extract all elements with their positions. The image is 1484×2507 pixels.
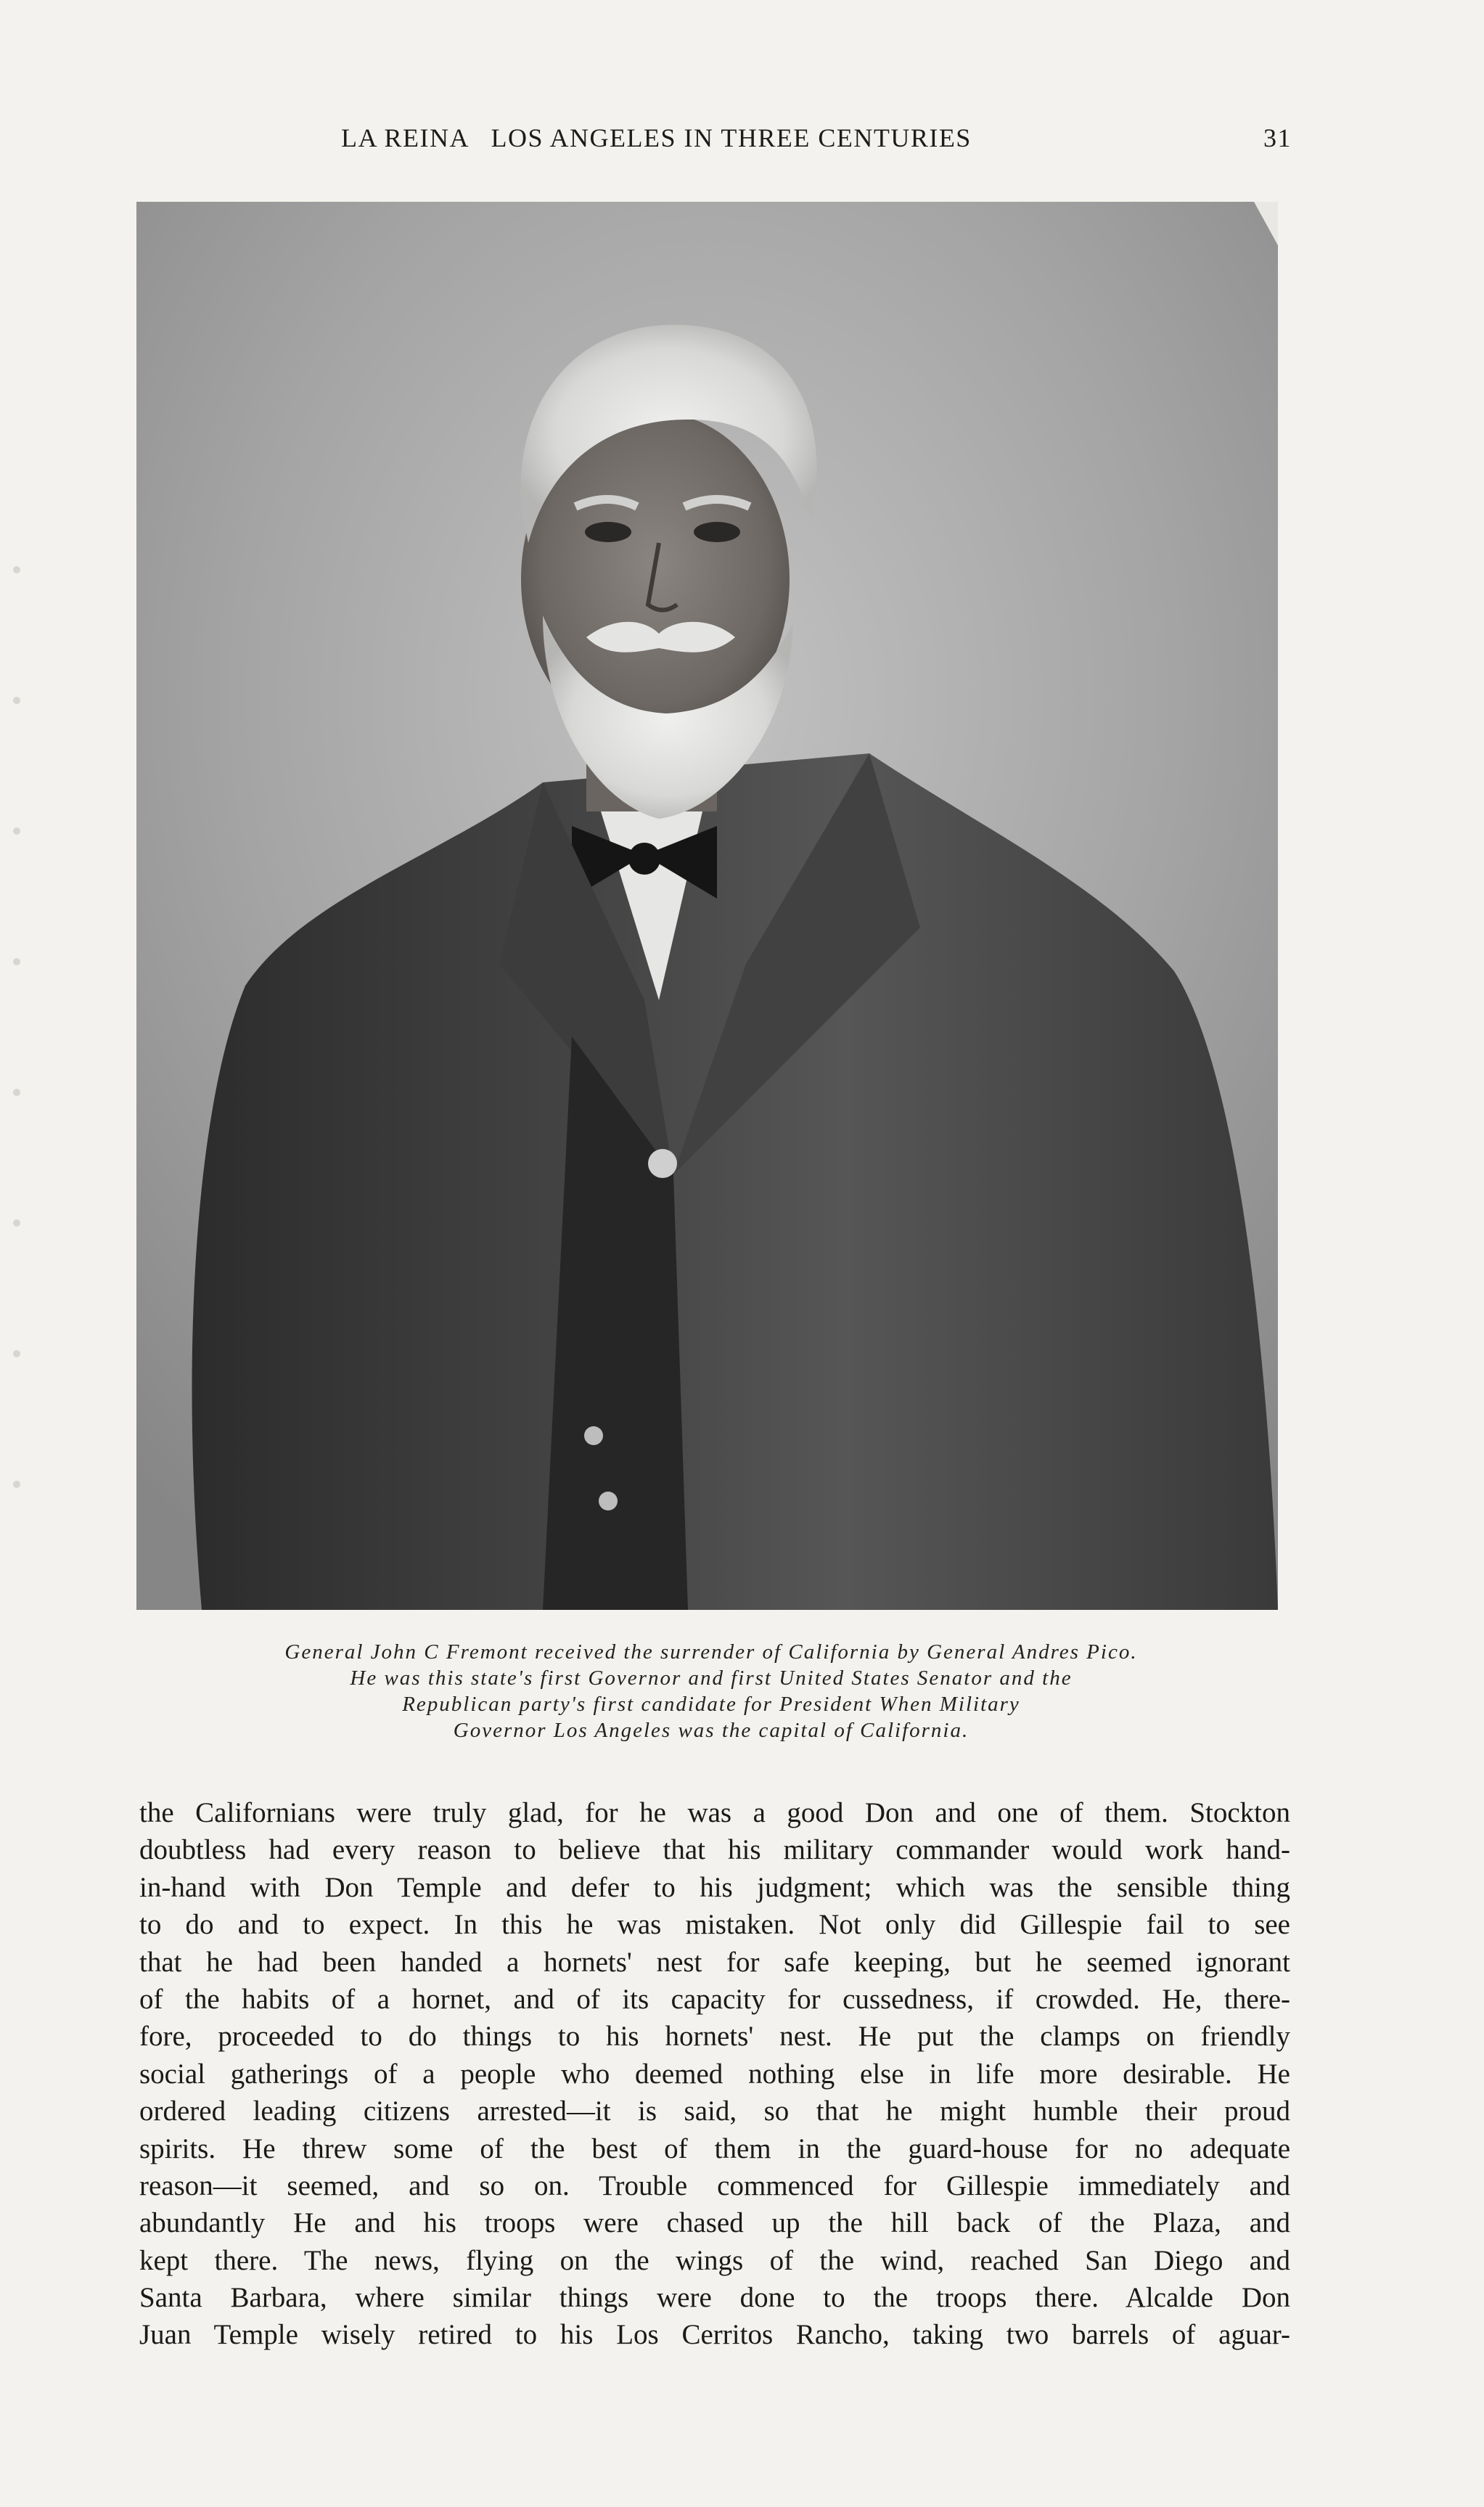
body-line: spirits. He threw some of the best of them in the guard-house for no adequate — [139, 2132, 1290, 2164]
body-line: that he had been handed a hornets' nest for safe keeping, but he seemed ignorant — [139, 1946, 1290, 1978]
binding-holes — [13, 566, 22, 1510]
body-line: Juan Temple wisely retired to his Los Cerritos Rancho, taking two barrels of aguar- — [139, 2319, 1290, 2351]
body-line: fore, proceeded to do things to his hornets' nest. He put the clamps on friendly — [139, 2021, 1290, 2053]
photo-caption — [145, 1639, 1277, 1743]
caption-line: Governor Los Angeles was the capital of California. — [453, 1719, 969, 1742]
page-number: 31 — [1263, 123, 1292, 152]
body-line: reason—it seemed, and so on. Trouble commenced for Gillespie immediately and — [139, 2169, 1290, 2201]
body-line: abundantly He and his troops were chased up the hill back of the Plaza, and — [139, 2207, 1290, 2239]
body-line: to do and to expect. In this he was mistaken. Not only did Gillespie fail to see — [139, 1909, 1290, 1941]
body-paragraph — [139, 1794, 1290, 2354]
body-line: doubtless had every reason to believe that his military commander would work hand- — [139, 1834, 1290, 1866]
portrait-photograph — [136, 202, 1278, 1610]
running-header — [341, 116, 1292, 160]
body-line: Santa Barbara, where similar things were done to the troops there. Alcalde Don — [139, 2282, 1290, 2314]
body-line: kept there. The news, flying on the wings of the wind, reached San Diego and — [139, 2244, 1290, 2276]
body-line: of the habits of a hornet, and of its capacity for cussedness, if crowded. He, there- — [139, 1983, 1290, 2015]
running-title: LA REINA LOS ANGELES IN THREE CENTURIES — [341, 123, 972, 152]
body-line: social gatherings of a people who deemed nothing else in life more desirable. He — [139, 2058, 1290, 2090]
caption-line: General John C Fremont received the surrender of California by General Andres Pico. — [284, 1640, 1138, 1664]
caption-line: He was this state's first Governor and first United States Senator and the — [350, 1666, 1073, 1690]
portrait-illustration — [136, 202, 1278, 1610]
body-line: the Californians were truly glad, for he was a good Don and one of them. Stockton — [139, 1797, 1290, 1828]
body-line: ordered leading citizens arrested—it is said, so that he might humble their proud — [139, 2095, 1290, 2127]
caption-line: Republican party's first candidate for President When Military — [402, 1693, 1020, 1716]
body-line: in-hand with Don Temple and defer to his judgment; which was the sensible thing — [139, 1871, 1290, 1903]
